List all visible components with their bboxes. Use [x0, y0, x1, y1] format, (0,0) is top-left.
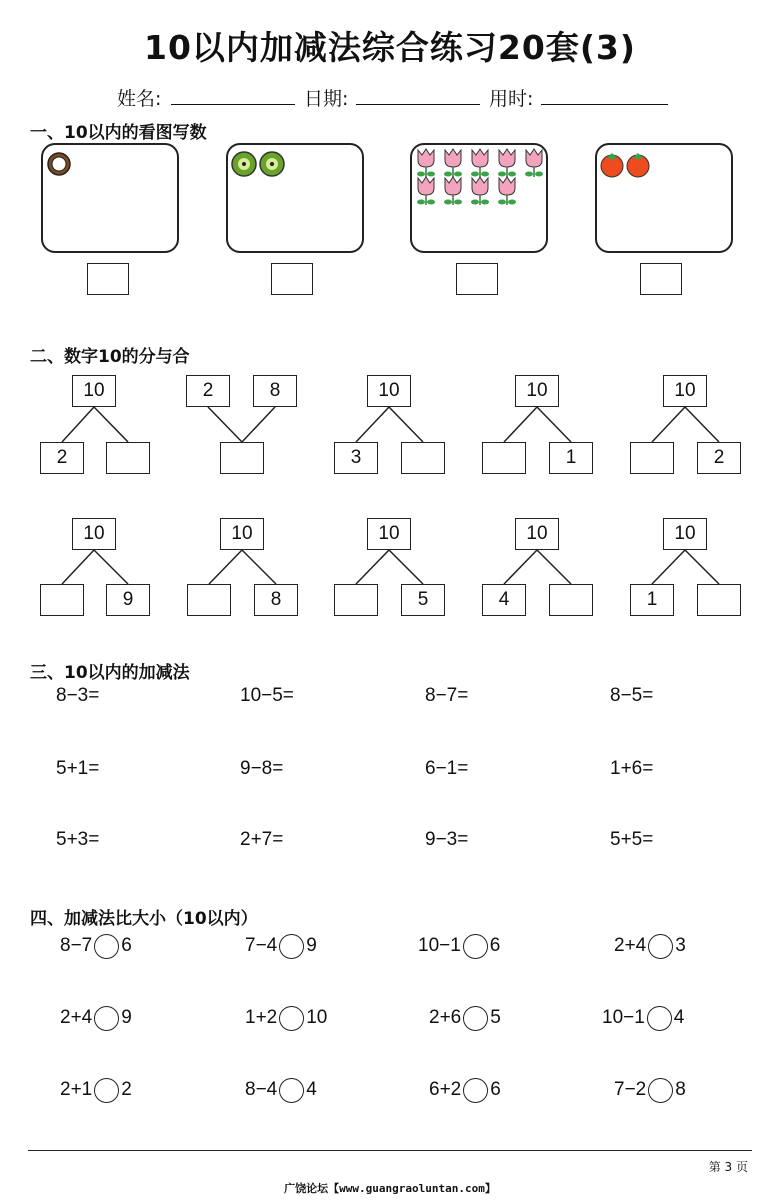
equation: 5+3=: [56, 829, 100, 850]
compare-left: 2+6: [429, 1007, 462, 1028]
equation: 10−5=: [240, 685, 294, 706]
compare-item: [60, 1076, 132, 1104]
compare-circle[interactable]: [279, 1006, 304, 1031]
equation: 1+6=: [610, 758, 654, 779]
equation: 9−3=: [425, 829, 469, 850]
tree-3-right-blank[interactable]: [401, 442, 445, 474]
compare-circle[interactable]: [94, 1078, 119, 1103]
compare-right: 4: [306, 1079, 317, 1100]
compare-right: 2: [121, 1079, 132, 1100]
compare-circle[interactable]: [647, 1006, 672, 1031]
compare-circle[interactable]: [463, 1006, 488, 1031]
tree-4-top: 10: [515, 375, 559, 407]
tree-8-left-blank[interactable]: [334, 584, 378, 616]
compare-right: 6: [121, 935, 132, 956]
equation: 8−3=: [56, 685, 100, 706]
tree-1-right-blank[interactable]: [106, 442, 150, 474]
tree-1-left: 2: [40, 442, 84, 474]
compare-right: 3: [675, 935, 686, 956]
tree-6-top: 10: [72, 518, 116, 550]
compare-right: 6: [489, 935, 501, 956]
compare-circle[interactable]: [279, 1078, 304, 1103]
footer-divider: [28, 1150, 752, 1151]
compare-item: [614, 1076, 686, 1104]
tree-2-top-left: 2: [186, 375, 230, 407]
tree-10-top: 10: [663, 518, 707, 550]
compare-item: [245, 1076, 317, 1104]
compare-circle[interactable]: [648, 1078, 673, 1103]
compare-item: [418, 932, 500, 960]
compare-left: 6+2: [429, 1079, 462, 1100]
tree-8-top: 10: [367, 518, 411, 550]
compare-left: 2+4: [614, 935, 647, 956]
compare-left: 10−1: [418, 935, 461, 956]
compare-item: [602, 1004, 684, 1032]
equation: 6−1=: [425, 758, 469, 779]
name-label: 姓名:: [117, 88, 162, 110]
compare-left: 7−4: [245, 935, 278, 956]
tree-5-right: 2: [697, 442, 741, 474]
tree-2-top-right: 8: [253, 375, 297, 407]
compare-left: 8−7: [60, 935, 93, 956]
date-label: 日期:: [304, 88, 349, 110]
tree-9-top: 10: [515, 518, 559, 550]
compare-circle[interactable]: [648, 934, 673, 959]
tree-10-left: 1: [630, 584, 674, 616]
tree-9-left: 4: [482, 584, 526, 616]
tree-1-top: 10: [72, 375, 116, 407]
compare-item: [429, 1076, 501, 1104]
equation: 8−7=: [425, 685, 469, 706]
section-2-heading: 二、数字10的分与合: [30, 347, 190, 367]
tree-4-left-blank[interactable]: [482, 442, 526, 474]
compare-right: 9: [306, 935, 317, 956]
compare-right: 4: [673, 1007, 685, 1028]
compare-left: 8−4: [245, 1079, 278, 1100]
compare-left: 2+4: [60, 1007, 93, 1028]
compare-item: [614, 932, 686, 960]
page-number: 第 3 页: [708, 1160, 748, 1174]
compare-right: 8: [675, 1079, 686, 1100]
compare-item: [60, 932, 132, 960]
section-4-heading: 四、加减法比大小（10以内）: [30, 909, 258, 929]
tree-5-top: 10: [663, 375, 707, 407]
tree-4-right: 1: [549, 442, 593, 474]
compare-right: 6: [490, 1079, 501, 1100]
compare-circle[interactable]: [463, 1078, 488, 1103]
compare-right: 5: [490, 1007, 501, 1028]
compare-circle[interactable]: [94, 1006, 119, 1031]
equation: 9−8=: [240, 758, 284, 779]
page-title: 10以内加减法综合练习20套(3): [144, 28, 636, 67]
tree-9-right-blank[interactable]: [549, 584, 593, 616]
compare-circle[interactable]: [94, 934, 119, 959]
tree-3-left: 3: [334, 442, 378, 474]
tree-10-right-blank[interactable]: [697, 584, 741, 616]
tree-7-top: 10: [220, 518, 264, 550]
compare-circle[interactable]: [463, 934, 488, 959]
compare-item: [60, 1004, 132, 1032]
equation: 2+7=: [240, 829, 284, 850]
tree-3-top: 10: [367, 375, 411, 407]
compare-left: 7−2: [614, 1079, 647, 1100]
section-3-heading: 三、10以内的加减法: [30, 663, 190, 683]
compare-right: 10: [306, 1007, 328, 1028]
compare-right: 9: [121, 1007, 132, 1028]
section-1-heading: 一、10以内的看图写数: [30, 123, 207, 143]
equation: 5+1=: [56, 758, 100, 779]
site-footer: 广饶论坛【www.guangraoluntan.com】: [284, 1182, 496, 1195]
tree-7-right: 8: [254, 584, 298, 616]
compare-item: [429, 1004, 501, 1032]
compare-circle[interactable]: [279, 934, 304, 959]
tree-7-left-blank[interactable]: [187, 584, 231, 616]
compare-left: 2+1: [60, 1079, 93, 1100]
tree-6-right: 9: [106, 584, 150, 616]
compare-left: 1+2: [245, 1007, 278, 1028]
compare-item: [245, 1004, 327, 1032]
compare-item: [245, 932, 317, 960]
equation: 8−5=: [610, 685, 654, 706]
tree-2-bottom-blank[interactable]: [220, 442, 264, 474]
time-label: 用时:: [489, 88, 534, 110]
tree-6-left-blank[interactable]: [40, 584, 84, 616]
compare-left: 10−1: [602, 1007, 645, 1028]
tree-8-right: 5: [401, 584, 445, 616]
equation: 5+5=: [610, 829, 654, 850]
tree-5-left-blank[interactable]: [630, 442, 674, 474]
